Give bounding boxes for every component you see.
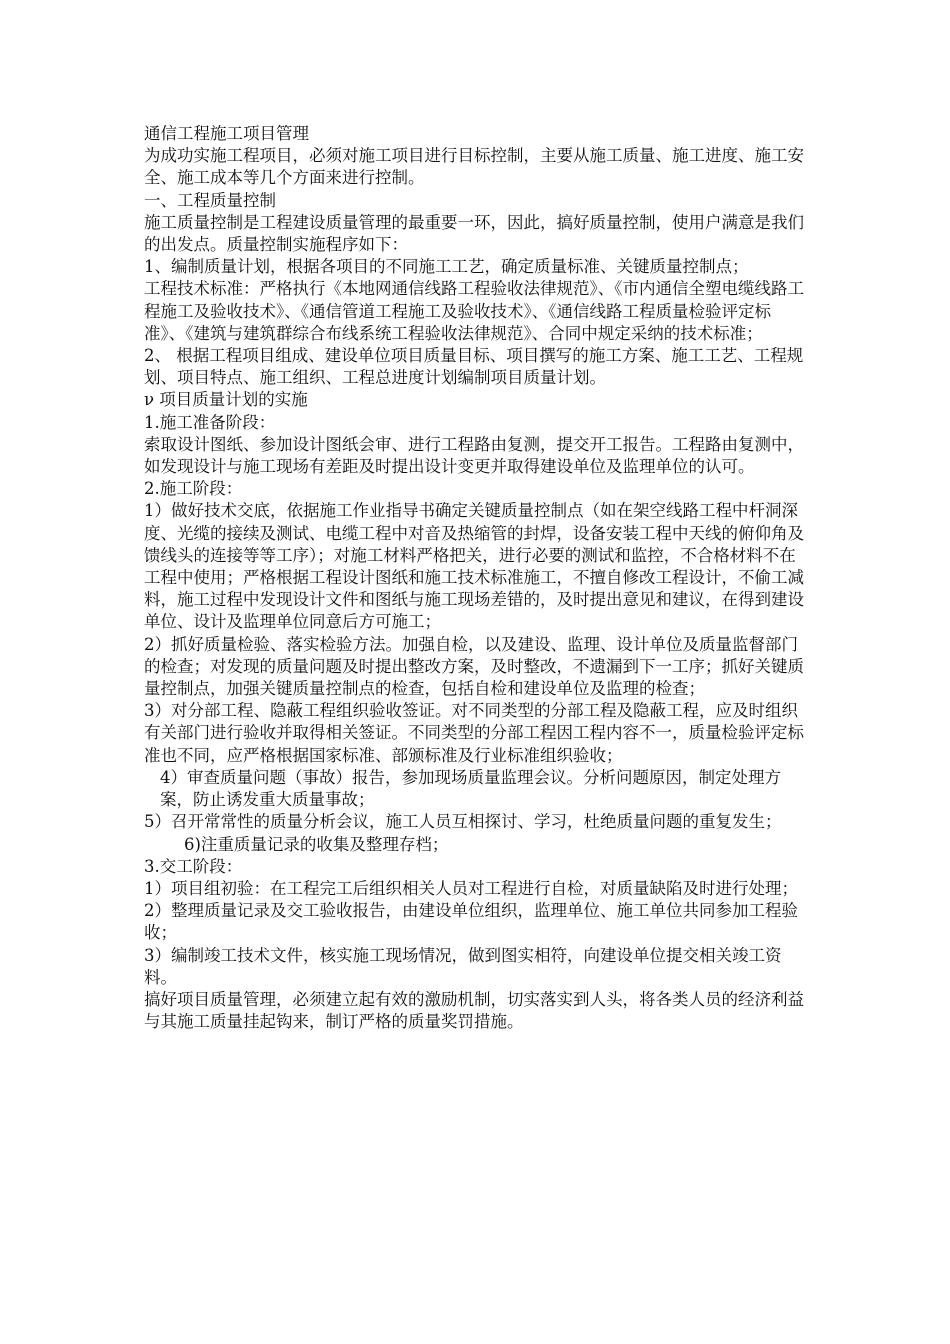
paragraph-item-2: 2、 根据工程项目组成、建设单位项目质量目标、项目撰写的施工方案、施工工艺、工程规划、项目特点、施工组织、工程总进度计划编制项目质量计划。 (144, 346, 804, 388)
document-title: 通信工程施工项目管理 (144, 124, 309, 143)
subheading-handover-stage: 3.交工阶段： (144, 856, 243, 876)
paragraph-quality-intro: 施工质量控制是工程建设质量管理的最重要一环，因此，搞好质量控制，使用户满意是我们的出发点。质量控制实施程序如下： (144, 212, 804, 255)
paragraph-intro: 为成功实施工程项目，必须对施工项目进行目标控制，主要从施工质量、施工进度、施工安全、施工成本等几个方面来进行控制。 (144, 146, 804, 188)
section-heading-quality: 一、工程质量控制 (144, 190, 276, 210)
paragraph-handover-2: 2）整理质量记录及交工验收报告，由建设单位组织，监理单位、施工单位共同参加工程验收； (144, 901, 798, 943)
paragraph-construction-6: 6)注重质量记录的收集及整理存档； (184, 834, 449, 854)
paragraph-conclusion: 搞好项目质量管理，必须建立起有效的激励机制，切实落实到人头，将各类人员的经济利益与其施工质量挂起钩来，制订严格的质量奖罚措施。 (144, 989, 804, 1032)
subheading-preparation-stage: 1.施工准备阶段： (144, 412, 276, 432)
paragraph-construction-2: 2）抓好质量检验、落实检验方法。加强自检，以及建设、监理、设计单位及质量监督部门的检查；对发现的质量问题及时提出整改方案，及时整改，不遗漏到下一工序；抓好关键质量控制点，加强关键质量控制点的检查，包括自检和建设单位及监理的检查； (144, 634, 804, 699)
paragraph-construction-1: 1）做好技术交底，依据施工作业指导书确定关键质量控制点（如在架空线路工程中杆洞深度、光缆的接续及测试、电缆工程中对音及热缩管的封焊，设备安装工程中天线的俯仰角及馈线头的连接等等工序）；对施工材料严格把关，进行必要的测试和监控，不合格材料不在工程中使用；严格根据工程设计图纸和施工技术标准施工，不擅自修改工程设计，不偷工减料，施工过程中发现设计文件和图纸与施工现场差错的，及时提出意见和建议，在得到建设单位、设计及监理单位同意后方可施工； (144, 501, 804, 632)
document-page (144, 123, 809, 1033)
paragraph-item-1: 1、编制质量计划，根据各项目的不同施工工艺，确定质量标准、关键质量控制点； (144, 257, 749, 277)
paragraph-preparation: 索取设计图纸、参加设计图纸会审、进行工程路由复测，提交开工报告。工程路由复测中，如发现设计与施工现场有差距及时提出设计变更并取得建设单位及监理单位的认可。 (144, 434, 804, 477)
paragraph-construction-4: 4）审查质量问题（事故）报告，参加现场质量监理会议。分析问题原因，制定处理方案，防止诱发重大质量事故； (160, 767, 781, 810)
paragraph-construction-3: 3）对分部工程、隐蔽工程组织验收签证。对不同类型的分部工程及隐蔽工程，应及时组织有关部门进行验收并取得相关签证。不同类型的分部工程因工程内容不一，质量检验评定标准也不同，应严格根据国家标准、部颁标准及行业标准组织验收； (144, 701, 804, 765)
paragraph-handover-3: 3）编制竣工技术文件，核实施工现场情况，做到图实相符，向建设单位提交相关竣工资料。 (144, 945, 782, 987)
paragraph-handover-1: 1）项目组初验：在工程完工后组织相关人员对工程进行自检，对质量缺陷及时进行处理； (144, 878, 798, 898)
paragraph-technical-standards: 工程技术标准：严格执行《本地网通信线路工程验收法律规范》、《市内通信全塑电缆线路工程施工及验收技术》、《通信管道工程施工及验收技术》、《通信线路工程质量检验评定标准》、《建筑与建筑群综合布线系统工程验收法律规范》、合同中规定采纳的技术标准； (144, 279, 804, 343)
subheading-construction-stage: 2.施工阶段： (144, 479, 243, 499)
paragraph-construction-5: 5）召开常常性的质量分析会议，施工人员互相探讨、学习，杜绝质量问题的重复发生； (144, 812, 782, 832)
subheading-plan-implementation: ν 项目质量计划的实施 (144, 390, 308, 410)
